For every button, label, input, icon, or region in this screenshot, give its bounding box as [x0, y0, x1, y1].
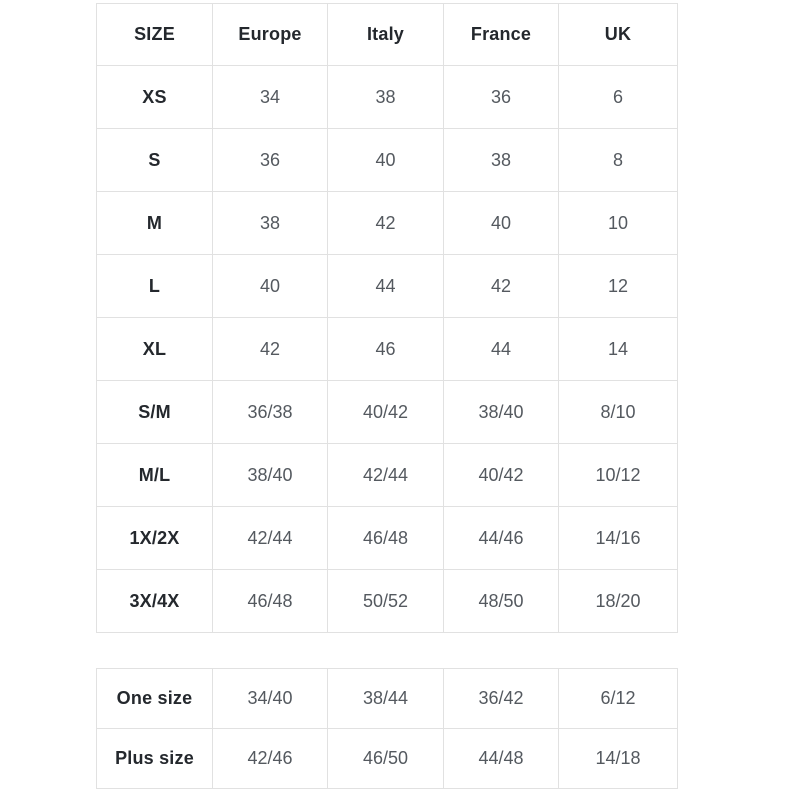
size-value: 10/12 — [559, 444, 678, 507]
column-header-italy: Italy — [328, 4, 444, 66]
size-value: 14/16 — [559, 507, 678, 570]
size-value: 42/46 — [213, 729, 328, 789]
size-value: 38 — [213, 192, 328, 255]
size-value: 44/46 — [444, 507, 559, 570]
size-value: 40/42 — [444, 444, 559, 507]
size-value: 40 — [213, 255, 328, 318]
size-value: 36/42 — [444, 669, 559, 729]
size-value: 38 — [444, 129, 559, 192]
size-value: 38/40 — [213, 444, 328, 507]
size-value: 34 — [213, 66, 328, 129]
size-value: 42/44 — [328, 444, 444, 507]
column-header-europe: Europe — [213, 4, 328, 66]
size-label: L — [97, 255, 213, 318]
size-value: 44 — [444, 318, 559, 381]
size-value: 38/40 — [444, 381, 559, 444]
size-value: 44 — [328, 255, 444, 318]
size-label: 1X/2X — [97, 507, 213, 570]
size-value: 50/52 — [328, 570, 444, 633]
size-label: S/M — [97, 381, 213, 444]
size-value: 46/48 — [328, 507, 444, 570]
column-header-france: France — [444, 4, 559, 66]
size-value: 8 — [559, 129, 678, 192]
size-value: 42/44 — [213, 507, 328, 570]
size-value: 42 — [213, 318, 328, 381]
header-row — [97, 4, 678, 66]
size-label: Plus size — [97, 729, 213, 789]
size-value: 36/38 — [213, 381, 328, 444]
size-value: 42 — [444, 255, 559, 318]
size-value: 46/48 — [213, 570, 328, 633]
size-value: 14/18 — [559, 729, 678, 789]
size-value: 38/44 — [328, 669, 444, 729]
size-value: 36 — [444, 66, 559, 129]
table-row-l — [97, 255, 678, 318]
size-label: 3X/4X — [97, 570, 213, 633]
size-value: 40 — [328, 129, 444, 192]
size-value: 8/10 — [559, 381, 678, 444]
table-row-ml — [97, 444, 678, 507]
table-row-plus-size — [97, 729, 678, 789]
size-value: 40/42 — [328, 381, 444, 444]
table-row-one-size — [97, 669, 678, 729]
size-conversion-table — [96, 3, 678, 633]
size-value: 42 — [328, 192, 444, 255]
table-row-3x4x — [97, 570, 678, 633]
size-value: 46 — [328, 318, 444, 381]
table-row-1x2x — [97, 507, 678, 570]
size-label: One size — [97, 669, 213, 729]
size-value: 18/20 — [559, 570, 678, 633]
table-row-m — [97, 192, 678, 255]
size-label: XL — [97, 318, 213, 381]
column-header-size: SIZE — [97, 4, 213, 66]
size-value: 46/50 — [328, 729, 444, 789]
size-value: 44/48 — [444, 729, 559, 789]
column-header-uk: UK — [559, 4, 678, 66]
size-value: 36 — [213, 129, 328, 192]
special-size-table — [96, 668, 678, 789]
table-row-sm — [97, 381, 678, 444]
table-row-s — [97, 129, 678, 192]
size-label: M/L — [97, 444, 213, 507]
table-row-xs — [97, 66, 678, 129]
size-value: 40 — [444, 192, 559, 255]
size-label: XS — [97, 66, 213, 129]
table-row-xl — [97, 318, 678, 381]
size-value: 6 — [559, 66, 678, 129]
size-value: 6/12 — [559, 669, 678, 729]
size-value: 12 — [559, 255, 678, 318]
size-value: 38 — [328, 66, 444, 129]
size-value: 34/40 — [213, 669, 328, 729]
size-label: S — [97, 129, 213, 192]
size-label: M — [97, 192, 213, 255]
size-value: 48/50 — [444, 570, 559, 633]
size-value: 14 — [559, 318, 678, 381]
size-conversion-tables — [96, 3, 677, 789]
size-value: 10 — [559, 192, 678, 255]
